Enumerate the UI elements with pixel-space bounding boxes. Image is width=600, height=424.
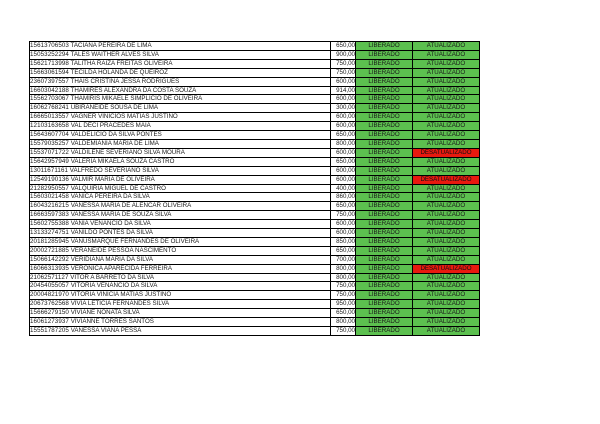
- cpf-number: 21062571127: [30, 273, 69, 281]
- row-id-name-cell[interactable]: [30, 211, 331, 220]
- status-cell[interactable]: LIBERADO: [356, 246, 413, 255]
- update-status-cell[interactable]: ATUALIZADO: [413, 157, 480, 166]
- person-name: VALDELICIO DA SILVA PONTES: [70, 131, 162, 139]
- table-row[interactable]: [30, 104, 480, 113]
- row-id-name-cell[interactable]: [30, 42, 331, 51]
- person-name: VALDILENE SEVERIANO SILVA MOURA: [70, 148, 185, 156]
- status-cell[interactable]: LIBERADO: [356, 282, 413, 291]
- person-name: VANILDO PONTES DA SILVA: [70, 229, 153, 237]
- cpf-number: 20181285945: [30, 237, 69, 245]
- amount-cell[interactable]: 650,00: [331, 131, 356, 140]
- table-row[interactable]: [30, 166, 480, 175]
- row-id-name-cell[interactable]: [30, 157, 331, 166]
- update-status-cell[interactable]: ATUALIZADO: [413, 327, 480, 336]
- table-row[interactable]: [30, 246, 480, 255]
- table-row[interactable]: [30, 220, 480, 229]
- cpf-number: 16043216215: [30, 202, 69, 210]
- status-cell[interactable]: LIBERADO: [356, 220, 413, 229]
- amount-cell[interactable]: 600,00: [331, 122, 356, 131]
- amount-cell[interactable]: 750,00: [331, 211, 356, 220]
- status-cell[interactable]: LIBERADO: [356, 318, 413, 327]
- update-status-cell[interactable]: ATUALIZADO: [413, 193, 480, 202]
- update-status-cell[interactable]: DESATUALIZADO: [413, 175, 480, 184]
- person-name: VIVIANNE TORRES SANTOS: [70, 318, 154, 326]
- table-row[interactable]: [30, 42, 480, 51]
- amount-cell[interactable]: 800,00: [331, 318, 356, 327]
- cpf-number: 16665013557: [30, 113, 69, 121]
- row-id-name-cell[interactable]: [30, 327, 331, 336]
- table-row[interactable]: [30, 282, 480, 291]
- person-name: VANUSMARQUE FERNANDES DE OLIVEIRA: [70, 237, 200, 245]
- person-name: VALQUIRIA MIGUEL DE CASTRO: [70, 184, 166, 192]
- person-name: VANICA PEREIRA DA SILVA: [70, 193, 150, 201]
- cpf-number: 15613706503: [30, 42, 69, 49]
- row-id-name-cell[interactable]: [30, 122, 331, 131]
- person-name: THAMIRES ALEXANDRA DA COSTA SOUZA: [70, 86, 197, 94]
- person-name: VALMIR MARIA DE OLIVEIRA: [70, 175, 155, 183]
- amount-cell[interactable]: 860,00: [331, 193, 356, 202]
- row-id-name-cell[interactable]: [30, 77, 331, 86]
- row-id-name-cell[interactable]: [30, 273, 331, 282]
- row-id-name-cell[interactable]: [30, 229, 331, 238]
- amount-cell[interactable]: 600,00: [331, 113, 356, 122]
- row-id-name-cell[interactable]: [30, 59, 331, 68]
- status-cell[interactable]: LIBERADO: [356, 104, 413, 113]
- amount-cell[interactable]: 750,00: [331, 282, 356, 291]
- status-cell[interactable]: LIBERADO: [356, 273, 413, 282]
- amount-cell[interactable]: 850,00: [331, 237, 356, 246]
- cpf-number: 21282950557: [30, 184, 69, 192]
- records-table: [29, 41, 480, 336]
- person-name: VANIA VENANCIO DA SILVA: [70, 220, 151, 228]
- table-row[interactable]: [30, 211, 480, 220]
- person-name: VERIDIANA MARIA DA SILVA: [70, 255, 153, 263]
- update-status-cell[interactable]: ATUALIZADO: [413, 131, 480, 140]
- status-cell[interactable]: LIBERADO: [356, 264, 413, 273]
- status-cell[interactable]: LIBERADO: [356, 202, 413, 211]
- cpf-number: 15602755388: [30, 220, 69, 228]
- table-row[interactable]: [30, 95, 480, 104]
- person-name: VANESSA VIANA PESSA: [70, 327, 142, 334]
- update-status-cell[interactable]: ATUALIZADO: [413, 95, 480, 104]
- cpf-number: 20004821970: [30, 291, 69, 299]
- cpf-number: 20454055057: [30, 282, 69, 290]
- cpf-number: 16066313935: [30, 264, 69, 272]
- amount-cell[interactable]: 800,00: [331, 273, 356, 282]
- cpf-number: 20673762568: [30, 300, 69, 308]
- table-row[interactable]: [30, 50, 480, 59]
- cpf-number: 13133274751: [30, 229, 69, 237]
- person-name: VITORIA VINICIA MATIAS JUSTINO: [70, 291, 172, 299]
- row-id-name-cell[interactable]: [30, 148, 331, 157]
- status-cell[interactable]: LIBERADO: [356, 255, 413, 264]
- update-status-cell[interactable]: ATUALIZADO: [413, 59, 480, 68]
- amount-cell[interactable]: 950,00: [331, 300, 356, 309]
- row-id-name-cell[interactable]: [30, 86, 331, 95]
- table-row[interactable]: [30, 184, 480, 193]
- cpf-number: 16062768241: [30, 104, 69, 112]
- amount-cell[interactable]: 600,00: [331, 148, 356, 157]
- status-cell[interactable]: LIBERADO: [356, 211, 413, 220]
- cpf-number: 23607397557: [30, 77, 69, 85]
- row-id-name-cell[interactable]: [30, 184, 331, 193]
- status-cell[interactable]: LIBERADO: [356, 77, 413, 86]
- person-name: VANESSA MARIA DE SOUZA SILVA: [70, 211, 172, 219]
- row-id-name-cell[interactable]: [30, 300, 331, 309]
- person-name: TACIANA PEREIRA DE LIMA: [70, 42, 152, 49]
- update-status-cell[interactable]: ATUALIZADO: [413, 77, 480, 86]
- person-name: VERANEIDE PESSOA NASCIMENTO: [70, 246, 177, 254]
- update-status-cell[interactable]: DESATUALIZADO: [413, 148, 480, 157]
- row-id-name-cell[interactable]: [30, 246, 331, 255]
- update-status-cell[interactable]: ATUALIZADO: [413, 42, 480, 51]
- status-cell[interactable]: LIBERADO: [356, 327, 413, 336]
- table-row[interactable]: [30, 309, 480, 318]
- person-name: VIVIANE NONATA SILVA: [70, 309, 140, 317]
- amount-cell[interactable]: 800,00: [331, 264, 356, 273]
- table-row[interactable]: [30, 139, 480, 148]
- cpf-number: 16061273937: [30, 318, 69, 326]
- update-status-cell[interactable]: ATUALIZADO: [413, 113, 480, 122]
- table-row[interactable]: [30, 131, 480, 140]
- status-cell[interactable]: LIBERADO: [356, 113, 413, 122]
- table-row[interactable]: [30, 237, 480, 246]
- row-id-name-cell[interactable]: [30, 104, 331, 113]
- amount-cell[interactable]: 650,00: [331, 202, 356, 211]
- status-cell[interactable]: LIBERADO: [356, 291, 413, 300]
- person-name: VANESSA MARIA DE ALENCAR OLIVEIRA: [70, 202, 192, 210]
- update-status-cell[interactable]: ATUALIZADO: [413, 255, 480, 264]
- cpf-number: 15551787205: [30, 327, 69, 334]
- row-id-name-cell[interactable]: [30, 175, 331, 184]
- update-status-cell[interactable]: ATUALIZADO: [413, 139, 480, 148]
- row-id-name-cell[interactable]: [30, 193, 331, 202]
- cpf-number: 15642957949: [30, 157, 69, 165]
- amount-cell[interactable]: 600,00: [331, 95, 356, 104]
- records-table-body: [30, 42, 480, 336]
- update-status-cell[interactable]: DESATUALIZADO: [413, 264, 480, 273]
- row-id-name-cell[interactable]: [30, 139, 331, 148]
- update-status-cell[interactable]: ATUALIZADO: [413, 104, 480, 113]
- status-cell[interactable]: LIBERADO: [356, 68, 413, 77]
- amount-cell[interactable]: 400,00: [331, 184, 356, 193]
- update-status-cell[interactable]: ATUALIZADO: [413, 282, 480, 291]
- amount-cell[interactable]: 600,00: [331, 229, 356, 238]
- status-cell[interactable]: LIBERADO: [356, 193, 413, 202]
- table-row[interactable]: [30, 59, 480, 68]
- status-cell[interactable]: LIBERADO: [356, 42, 413, 51]
- cpf-number: 12549190136: [30, 175, 69, 183]
- amount-cell[interactable]: 750,00: [331, 68, 356, 77]
- amount-cell[interactable]: 650,00: [331, 246, 356, 255]
- update-status-cell[interactable]: ATUALIZADO: [413, 300, 480, 309]
- row-id-name-cell[interactable]: [30, 50, 331, 59]
- table-row[interactable]: [30, 157, 480, 166]
- cpf-number: 13011671161: [30, 166, 69, 174]
- amount-cell[interactable]: 914,00: [331, 86, 356, 95]
- row-id-name-cell[interactable]: [30, 113, 331, 122]
- person-name: VIVIA LETICIA FERNANDES SILVA: [70, 300, 170, 308]
- status-cell[interactable]: LIBERADO: [356, 86, 413, 95]
- update-status-cell[interactable]: ATUALIZADO: [413, 220, 480, 229]
- cpf-number: 15663061594: [30, 68, 69, 76]
- cpf-number: 15066142292: [30, 255, 69, 263]
- amount-cell[interactable]: 650,00: [331, 309, 356, 318]
- person-name: TECILDA HOLANDA DE QUEIROZ: [70, 68, 168, 76]
- table-row[interactable]: [30, 255, 480, 264]
- cpf-number: 15579035257: [30, 139, 69, 147]
- person-name: VALFREDO SEVERIANO SILVA: [69, 166, 159, 174]
- status-cell[interactable]: LIBERADO: [356, 229, 413, 238]
- status-cell[interactable]: LIBERADO: [356, 175, 413, 184]
- table-row[interactable]: [30, 318, 480, 327]
- table-row[interactable]: [30, 193, 480, 202]
- update-status-cell[interactable]: ATUALIZADO: [413, 202, 480, 211]
- row-id-name-cell[interactable]: [30, 309, 331, 318]
- table-row[interactable]: [30, 68, 480, 77]
- row-id-name-cell[interactable]: [30, 291, 331, 300]
- row-id-name-cell[interactable]: [30, 68, 331, 77]
- update-status-cell[interactable]: ATUALIZADO: [413, 68, 480, 77]
- person-name: THAMIRIS MIKAELE SIMPLICIO DE OLIVEIRA: [70, 95, 203, 103]
- row-id-name-cell[interactable]: [30, 166, 331, 175]
- cpf-number: 15562703067: [30, 95, 69, 103]
- status-cell[interactable]: LIBERADO: [356, 131, 413, 140]
- row-id-name-cell[interactable]: [30, 255, 331, 264]
- amount-cell[interactable]: 750,00: [331, 291, 356, 300]
- table-row[interactable]: [30, 291, 480, 300]
- cpf-number: 12103163658: [30, 122, 69, 130]
- status-cell[interactable]: LIBERADO: [356, 184, 413, 193]
- amount-cell[interactable]: 750,00: [331, 59, 356, 68]
- row-id-name-cell[interactable]: [30, 237, 331, 246]
- status-cell[interactable]: LIBERADO: [356, 309, 413, 318]
- update-status-cell[interactable]: ATUALIZADO: [413, 237, 480, 246]
- status-cell[interactable]: LIBERADO: [356, 59, 413, 68]
- update-status-cell[interactable]: ATUALIZADO: [413, 229, 480, 238]
- table-row[interactable]: [30, 122, 480, 131]
- status-cell[interactable]: LIBERADO: [356, 237, 413, 246]
- row-id-name-cell[interactable]: [30, 318, 331, 327]
- row-id-name-cell[interactable]: [30, 220, 331, 229]
- table-row[interactable]: [30, 113, 480, 122]
- row-id-name-cell[interactable]: [30, 264, 331, 273]
- person-name: VERONICA APARECIDA FERREIRA: [70, 264, 173, 272]
- person-name: THAIS CRISTINA JESSA RODRIGUES: [70, 77, 180, 85]
- update-status-cell[interactable]: ATUALIZADO: [413, 273, 480, 282]
- amount-cell[interactable]: 600,00: [331, 77, 356, 86]
- status-cell[interactable]: LIBERADO: [356, 157, 413, 166]
- update-status-cell[interactable]: ATUALIZADO: [413, 166, 480, 175]
- status-cell[interactable]: LIBERADO: [356, 166, 413, 175]
- amount-cell[interactable]: 900,00: [331, 50, 356, 59]
- cpf-number: 16663597383: [30, 211, 69, 219]
- cpf-number: 15053252294: [30, 50, 69, 58]
- cpf-number: 16603042188: [30, 86, 69, 94]
- person-name: UBIRANEIDE SOUSA DE LIMA: [70, 104, 159, 112]
- person-name: VALERIA MIKAELA SOUZA CASTRO: [70, 157, 175, 165]
- status-cell[interactable]: LIBERADO: [356, 139, 413, 148]
- table-row[interactable]: [30, 77, 480, 86]
- table-row[interactable]: [30, 300, 480, 309]
- status-cell[interactable]: LIBERADO: [356, 122, 413, 131]
- person-name: TALITHA RAIZA FREITAS OLIVEIRA: [70, 59, 173, 67]
- update-status-cell[interactable]: ATUALIZADO: [413, 86, 480, 95]
- amount-cell[interactable]: 650,00: [331, 42, 356, 51]
- person-name: VITORIA VENANCIO DA SILVA: [70, 282, 158, 290]
- person-name: VAGNER VINICIOS MATIAS JUSTINO: [70, 113, 178, 121]
- cpf-number: 15621713998: [30, 59, 69, 67]
- table-row[interactable]: [30, 327, 480, 336]
- update-status-cell[interactable]: ATUALIZADO: [413, 291, 480, 300]
- row-id-name-cell[interactable]: [30, 282, 331, 291]
- update-status-cell[interactable]: ATUALIZADO: [413, 309, 480, 318]
- amount-cell[interactable]: 600,00: [331, 220, 356, 229]
- cpf-number: 15537071722: [30, 148, 69, 156]
- status-cell[interactable]: LIBERADO: [356, 50, 413, 59]
- amount-cell[interactable]: 750,00: [331, 327, 356, 336]
- amount-cell[interactable]: 300,00: [331, 104, 356, 113]
- table-row[interactable]: [30, 264, 480, 273]
- table-row[interactable]: [30, 202, 480, 211]
- amount-cell[interactable]: 650,00: [331, 157, 356, 166]
- update-status-cell[interactable]: ATUALIZADO: [413, 122, 480, 131]
- table-row[interactable]: [30, 86, 480, 95]
- cpf-number: 15643607704: [30, 131, 69, 139]
- person-name: VITOR A BARRETO DA SILVA: [70, 273, 155, 281]
- person-name: VAL DECI PRACEDES MAIA: [70, 122, 151, 130]
- amount-cell[interactable]: 600,00: [331, 166, 356, 175]
- amount-cell[interactable]: 700,00: [331, 255, 356, 264]
- status-cell[interactable]: LIBERADO: [356, 148, 413, 157]
- table-row[interactable]: [30, 175, 480, 184]
- cpf-number: 15603021458: [30, 193, 69, 201]
- amount-cell[interactable]: 800,00: [331, 139, 356, 148]
- row-id-name-cell[interactable]: [30, 95, 331, 104]
- table-row[interactable]: [30, 229, 480, 238]
- row-id-name-cell[interactable]: [30, 202, 331, 211]
- status-cell[interactable]: LIBERADO: [356, 95, 413, 104]
- amount-cell[interactable]: 600,00: [331, 175, 356, 184]
- cpf-number: 20002721885: [30, 246, 69, 254]
- row-id-name-cell[interactable]: [30, 131, 331, 140]
- table-row[interactable]: [30, 273, 480, 282]
- update-status-cell[interactable]: ATUALIZADO: [413, 211, 480, 220]
- spreadsheet: [29, 41, 480, 336]
- status-cell[interactable]: LIBERADO: [356, 300, 413, 309]
- update-status-cell[interactable]: ATUALIZADO: [413, 318, 480, 327]
- cpf-number: 15666279150: [30, 309, 69, 317]
- person-name: VALDEMIANIA MARIA DE LIMA: [70, 139, 159, 147]
- update-status-cell[interactable]: ATUALIZADO: [413, 50, 480, 59]
- update-status-cell[interactable]: ATUALIZADO: [413, 246, 480, 255]
- table-row[interactable]: [30, 148, 480, 157]
- update-status-cell[interactable]: ATUALIZADO: [413, 184, 480, 193]
- person-name: TALES WAITHER ALVES SILVA: [70, 50, 159, 58]
